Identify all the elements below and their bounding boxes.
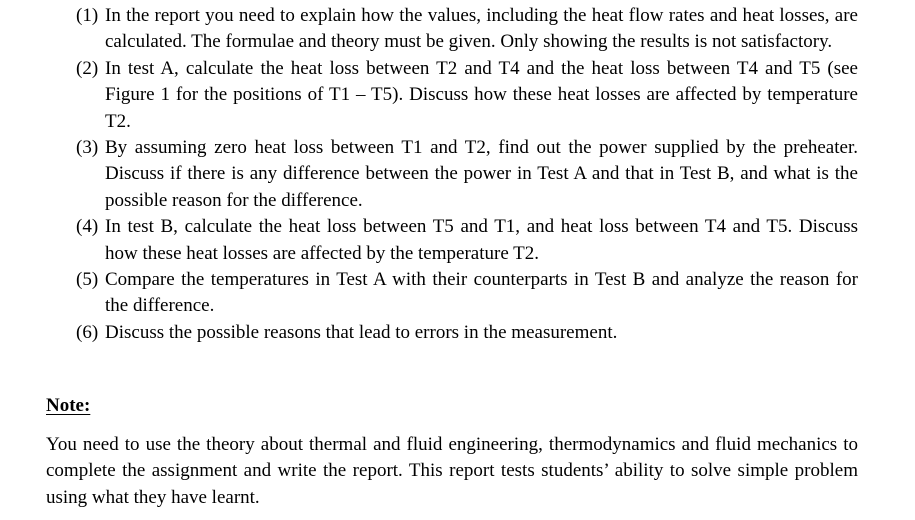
list-item bbox=[76, 267, 858, 320]
item-number: (6) bbox=[76, 321, 99, 343]
item-number: (3) bbox=[76, 137, 99, 159]
item-number: (1) bbox=[76, 5, 99, 26]
item-number: (4) bbox=[76, 216, 99, 238]
list-item bbox=[76, 56, 858, 135]
item-text: In test B, calculate the heat loss between T5 and T1, and heat loss between T4 and T5. Discuss how these heat losses are affected by the temperature T2. bbox=[105, 216, 858, 264]
requirements-list bbox=[76, 3, 858, 346]
note-heading: Note: bbox=[46, 395, 91, 416]
list-item bbox=[76, 320, 858, 346]
list-item bbox=[76, 3, 858, 56]
item-text: In the report you need to explain how the values, including the heat flow rates and heat losses, are calculated. The formulae and theory must be given. Only showing the results is not satisfactory. bbox=[105, 5, 858, 53]
item-text: Compare the temperatures in Test A with their counterparts in Test B and analyze the reason for the difference. bbox=[105, 269, 858, 317]
item-number: (5) bbox=[76, 269, 99, 291]
item-text: In test A, calculate the heat loss between T2 and T4 and the heat loss between T4 and T5 (see Figure 1 for the positions of T1 – T5). Discuss how these heat losses are affected by temperature T2. bbox=[105, 57, 858, 132]
note-paragraph: You need to use the theory about thermal and fluid engineering, thermodynamics and fluid mechanics to complete the assignment and write the report. This report tests students’ ability to solve simple problem using what they have learnt. bbox=[46, 434, 858, 508]
item-text: By assuming zero heat loss between T1 and T2, find out the power supplied by the preheater. Discuss if there is any difference between the power in Test A and that in Test B, and what is the possible reason for the difference. bbox=[105, 137, 858, 211]
item-number: (2) bbox=[76, 57, 99, 79]
item-text: Discuss the possible reasons that lead to errors in the measurement. bbox=[105, 321, 618, 343]
list-item bbox=[76, 214, 858, 267]
list-item bbox=[76, 135, 858, 214]
